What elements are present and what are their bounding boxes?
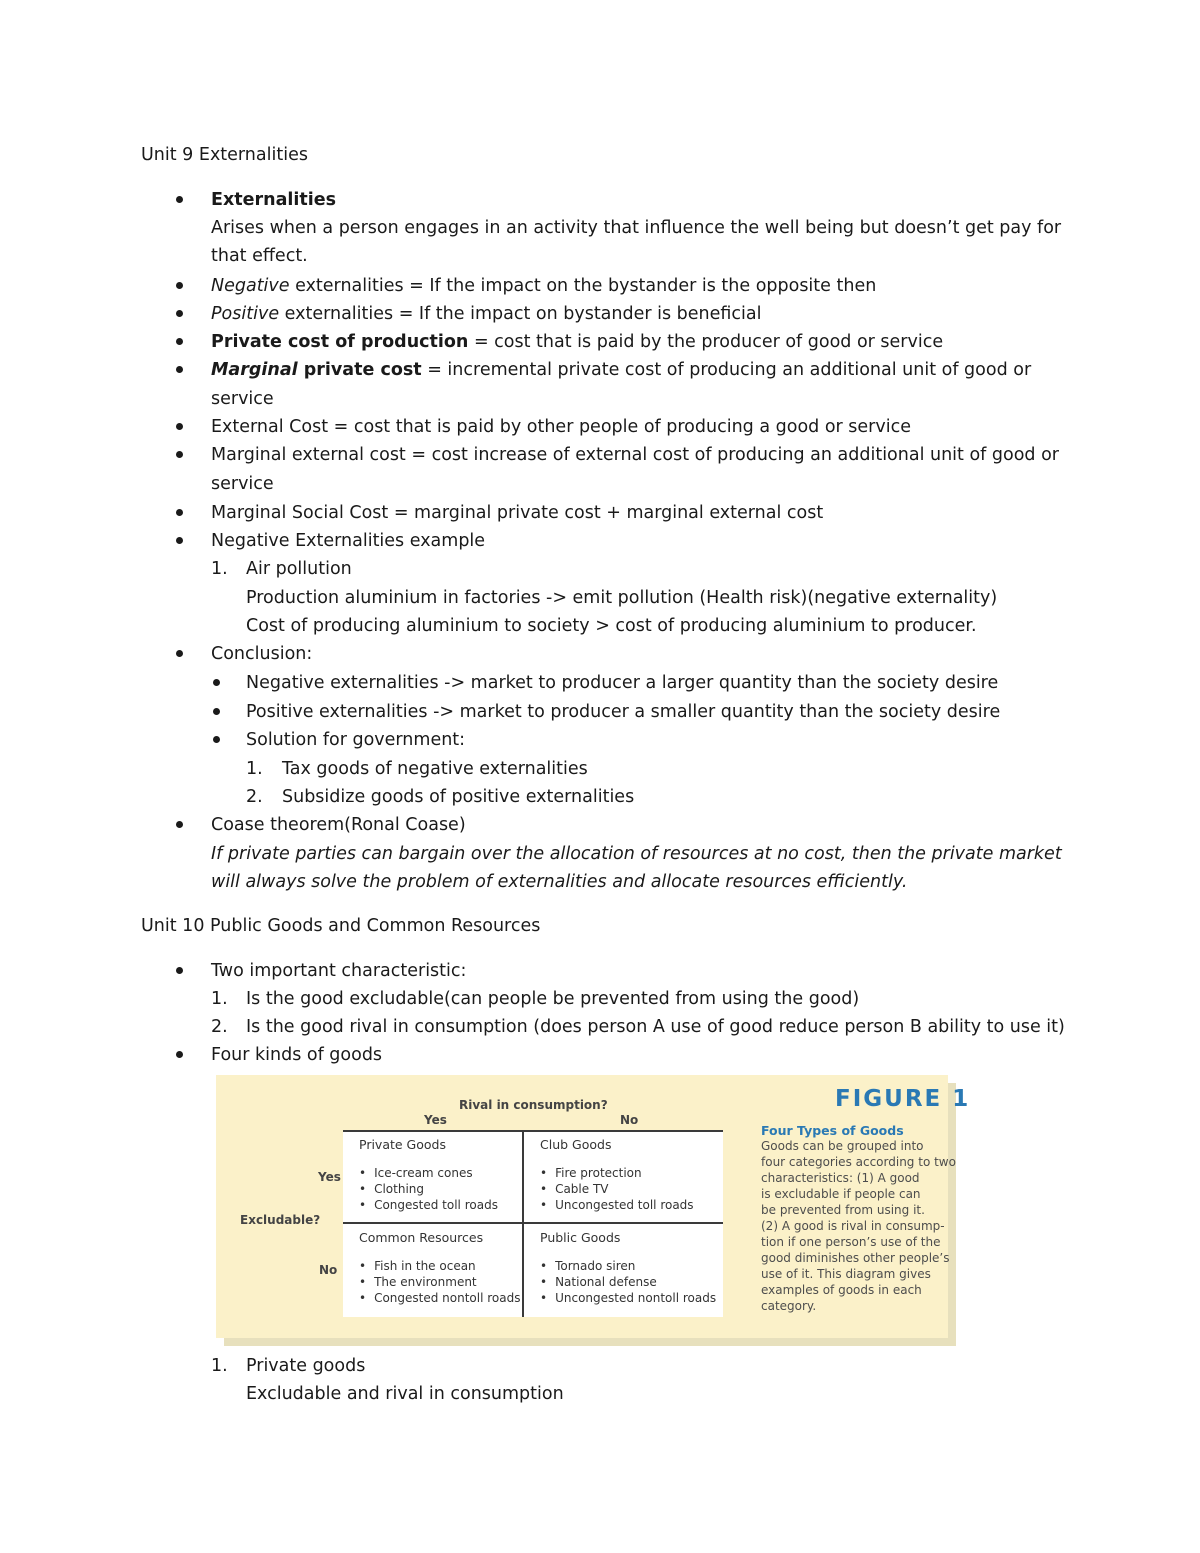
gov-item-number: 1. xyxy=(246,759,263,779)
bullet-icon xyxy=(176,338,183,345)
figure-caption-line: tion if one person’s use of the xyxy=(761,1235,941,1249)
public-goods-item: • Uncongested nontoll roads xyxy=(540,1291,716,1305)
club-goods-title: Club Goods xyxy=(540,1137,612,1152)
char-item-number: 1. xyxy=(211,989,228,1009)
club-goods-item: • Fire protection xyxy=(540,1166,642,1180)
grid-divider xyxy=(522,1131,524,1317)
private-goods-number: 1. xyxy=(211,1356,228,1376)
negative-example-item: Negative Externalities example xyxy=(211,531,486,551)
private-goods-item: • Congested toll roads xyxy=(359,1198,498,1212)
figure-caption-line: Goods can be grouped into xyxy=(761,1139,924,1153)
bullet-icon xyxy=(176,821,183,828)
char-item-number: 2. xyxy=(211,1017,228,1037)
unit10-heading: Unit 10 Public Goods and Common Resources xyxy=(141,916,541,936)
figure-caption-line: is excludable if people can xyxy=(761,1187,921,1201)
private-goods-item: • Ice-cream cones xyxy=(359,1166,473,1180)
marginal-social-cost-item: Marginal Social Cost = marginal private cost + marginal external cost xyxy=(211,503,824,523)
public-goods-item: • Tornado siren xyxy=(540,1259,635,1273)
rival-no-label: No xyxy=(620,1113,639,1127)
marginal-external-cost-item: Marginal external cost = cost increase of external cost of producing an additional unit of good or xyxy=(211,445,1059,465)
rival-label: Rival in consumption? xyxy=(459,1098,608,1112)
externalities-definition-line2: that effect. xyxy=(211,246,308,266)
bullet-icon xyxy=(176,509,183,516)
char-item: Is the good excludable(can people be prevented from using the good) xyxy=(246,989,860,1009)
external-cost-item: External Cost = cost that is paid by other people of producing a good or service xyxy=(211,417,911,437)
two-characteristics-item: Two important characteristic: xyxy=(211,961,467,981)
figure-caption-line: good diminishes other people’s xyxy=(761,1251,950,1265)
bullet-icon xyxy=(176,366,183,373)
bullet-icon xyxy=(176,650,183,657)
bullet-icon xyxy=(176,310,183,317)
figure-caption-line: be prevented from using it. xyxy=(761,1203,925,1217)
goods-grid xyxy=(343,1131,723,1317)
conclusion-item: Conclusion: xyxy=(211,644,313,664)
bullet-icon xyxy=(176,196,183,203)
figure-caption-title: Four Types of Goods xyxy=(761,1123,904,1138)
public-goods-item: • National defense xyxy=(540,1275,657,1289)
public-goods-title: Public Goods xyxy=(540,1230,621,1245)
figure-caption-line: use of it. This diagram gives xyxy=(761,1267,931,1281)
coase-line1: If private parties can bargain over the allocation of resources at no cost, then the private market xyxy=(211,844,1062,864)
gov-item-number: 2. xyxy=(246,787,263,807)
private-goods-item: • Clothing xyxy=(359,1182,424,1196)
excludable-label: Excludable? xyxy=(240,1213,321,1227)
private-cost-item: Private cost of production = cost that is paid by the producer of good or service xyxy=(211,332,944,352)
example-title: Air pollution xyxy=(246,559,352,579)
bullet-icon xyxy=(176,537,183,544)
marginal-external-cost-line2: service xyxy=(211,474,274,494)
bullet-icon xyxy=(176,1051,183,1058)
private-goods-title: Private Goods xyxy=(359,1137,446,1152)
example-line2: Cost of producing aluminium to society > cost of producing aluminium to producer. xyxy=(246,616,977,636)
negative-externalities-item: Negative externalities = If the impact on the bystander is the opposite then xyxy=(211,276,877,296)
bullet-icon xyxy=(176,282,183,289)
figure-caption-line: characteristics: (1) A good xyxy=(761,1171,920,1185)
bullet-icon xyxy=(213,736,220,743)
club-goods-item: • Cable TV xyxy=(540,1182,609,1196)
private-goods-heading: Private goods xyxy=(246,1356,366,1376)
figure-caption-line: category. xyxy=(761,1299,817,1313)
bullet-icon xyxy=(213,708,220,715)
bullet-icon xyxy=(176,967,183,974)
private-goods-description: Excludable and rival in consumption xyxy=(246,1384,564,1404)
bullet-icon xyxy=(176,451,183,458)
conclusion-subitem: Positive externalities -> market to producer a smaller quantity than the society desire xyxy=(246,702,1001,722)
bullet-icon xyxy=(213,679,220,686)
coase-line2: will always solve the problem of externalities and allocate resources efficiently. xyxy=(211,872,908,892)
excludable-no-label: No xyxy=(319,1263,338,1277)
four-kinds-item: Four kinds of goods xyxy=(211,1045,383,1065)
externalities-term: Externalities xyxy=(211,190,337,210)
common-resources-item: • Fish in the ocean xyxy=(359,1259,476,1273)
figure-caption-line: (2) A good is rival in consump- xyxy=(761,1219,945,1233)
conclusion-subitem: Solution for government: xyxy=(246,730,466,750)
common-resources-item: • Congested nontoll roads xyxy=(359,1291,521,1305)
rival-yes-label: Yes xyxy=(424,1113,447,1127)
coase-title: Coase theorem(Ronal Coase) xyxy=(211,815,466,835)
externalities-definition-line1: Arises when a person engages in an activity that influence the well being but doesn’t get pay for xyxy=(211,218,1062,238)
conclusion-subitem: Negative externalities -> market to producer a larger quantity than the society desire xyxy=(246,673,999,693)
unit9-heading: Unit 9 Externalities xyxy=(141,145,308,165)
marginal-private-cost-item: Marginal private cost = incremental private cost of producing an additional unit of good or xyxy=(211,360,1032,380)
grid-divider xyxy=(343,1222,723,1224)
grid-divider xyxy=(343,1130,723,1132)
bullet-icon xyxy=(176,423,183,430)
figure-caption-line: examples of goods in each xyxy=(761,1283,922,1297)
char-item: Is the good rival in consumption (does person A use of good reduce person B ability to use it) xyxy=(246,1017,1065,1037)
excludable-yes-label: Yes xyxy=(318,1170,341,1184)
example-number: 1. xyxy=(211,559,228,579)
marginal-private-cost-line2: service xyxy=(211,389,274,409)
club-goods-item: • Uncongested toll roads xyxy=(540,1198,694,1212)
figure-label: FIGURE 1 xyxy=(835,1086,971,1112)
figure-caption-line: four categories according to two xyxy=(761,1155,956,1169)
positive-externalities-item: Positive externalities = If the impact on bystander is beneficial xyxy=(211,304,762,324)
common-resources-item: • The environment xyxy=(359,1275,477,1289)
gov-item: Subsidize goods of positive externalities xyxy=(282,787,635,807)
common-resources-title: Common Resources xyxy=(359,1230,484,1245)
gov-item: Tax goods of negative externalities xyxy=(282,759,588,779)
example-line1: Production aluminium in factories -> emit pollution (Health risk)(negative externality) xyxy=(246,588,998,608)
